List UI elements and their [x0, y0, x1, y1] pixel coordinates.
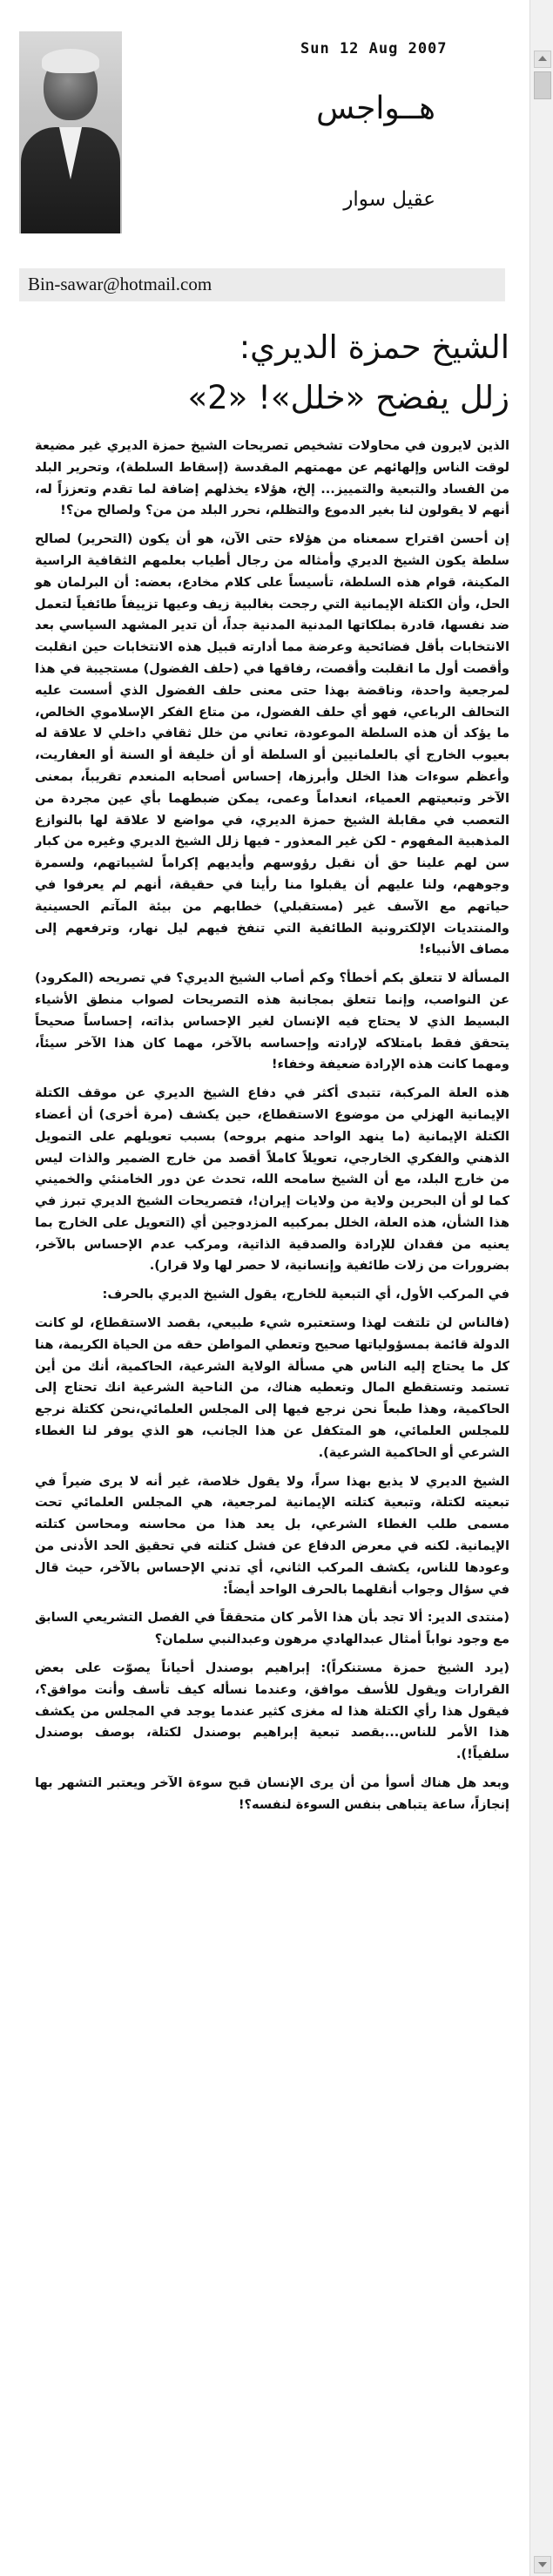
article-paragraph: في المركب الأول، أي التبعية للخارج، يقول الشيخ الديري بالحرف: [102, 1287, 509, 1302]
headline-line-2: زلل يفضح «خلل»! «2» [187, 379, 509, 416]
scroll-up-arrow-icon[interactable] [534, 51, 551, 68]
publication-date: Sun 12 Aug 2007 [300, 40, 448, 57]
scroll-down-arrow-icon[interactable] [534, 2556, 551, 2573]
article-body [35, 436, 509, 1823]
vertical-scrollbar[interactable] [529, 0, 553, 2576]
article-paragraph: هذه العلة المركبة، تتبدى أكثر في دفاع الشيخ الديري عن موقف الكتلة الإيمانية الهزلي من موضوع الاستقطاع، حين يكشف (مرة أخرى) أن أعضاء الكتلة الإيمانية (ما ينهد الواحد منهم بروحه) بسبب تعويلهم على التمويل الذهني والفكري الخارجي، تعويلاً كاملاً أقصد من خارج الضمير والذات ليس من خارج البلد، مع أن الشيخ سامحه الله، تحدث عن دور الخامنئي والخميني كما لو أن البحرين ولاية من ولايات إيران!، فتصريحات الشيخ الديري تبرز في هذا الشأن، هذه العلة، الخلل بمركبيه المزدوجين أي (التعويل على الخارج بما يعنيه من فقدان للإرادة والصدقية الذاتية، ومركب عدم الإحساس بالآخر، بضرورات من زلات طائفية وإنسانية، لا حصر لها ولا قرار). [35, 1085, 509, 1274]
author-name: عقيل سوار [343, 188, 435, 211]
article-paragraph: الشيخ الديري لا يذيع بهذا سراً، ولا يقول خلاصة، غير أنه لا يرى ضيراً في تبعيته لكتلة، وتبعية كتلته الإيمانية لمرجعية، هي المجلس العلمائي تحت مسمى طلب الغطاء الشرعي، بل يعد هذا من محاسنه ومحاسن كتلته الإيمانية. لكنه في معرض الدفاع عن فشل كتلته في تحقيق الحد الأدنى من وعودها للناس، يكشف المركب الثاني، أي تدني الإحساس بالآخر، حيث قال في سؤال وجواب أنقلهما بالحرف الواحد أيضاً: [35, 1473, 509, 1597]
article-paragraph: المسألة لا تتعلق بكم أخطأ؟ وكم أصاب الشيخ الديري؟ في تصريحه (المكرود) عن النواصب، وإنما تتعلق بمجانبة هذه التصريحات لصواب منطق الأشياء البسيط الذي لا يحتاج فيه الإنسان لغير الإحساس بذاته، إحساساً صحيحاً يتحقق فقط بامتلاكه لإرادته وإحساسه بالآخر، مهما كان هذا الآخر سيئاً، ومهما كانت هذه الإرادة ضعيفة وخفاء! [35, 970, 509, 1072]
article-paragraph: (يرد الشيخ حمزة مستنكراً): إبراهيم بوصندل أحياناً يصوّت على بعض القرارات ويقول للأسف موافق، وعندما نسأله كيف تأسف وأنت موافق؟، فيقول هذا رأي الكتلة هذا له مغزى كثير عندما يوجد في المجلس من يكشف هذا الأمر للناس...بقصد تبعية إبراهيم بوصندل لكتلة، بوصف بوصندل سلفياً!). [35, 1660, 509, 1762]
email-bar [19, 268, 505, 301]
article-headline [35, 322, 509, 423]
article-paragraph: (فالناس لن تلتفت لهذا وستعتبره شيء طبيعي، بقصد الاستقطاع، لو كانت الدولة قائمة بمسؤولياتها صحيح وتعطي المواطن حقه من الحياة الكريمة، هنا كل ما يحتاج إليه الناس هي مسألة الولاية الشرعية، الحاكمية، أنك من أين تستمد وتستقطع المال وتعطيه هناك، من الناحية الشرعية انك تحتاج إلى الحاكمية، وهذا طبعاً نحن نرجع فيها إلى المجلس العلمائي،نحن ككتلة نرجع للمجلس العلمائي، هو المتكفل عن هذا الجانب، هو الذي يوفر لنا الغطاء الشرعي أو الحاكمية الشرعية). [35, 1315, 509, 1460]
article-paragraph: الذين لايرون في محاولات تشخيص تصريحات الشيخ حمزة الديري غير مضيعة لوقت الناس وإلهائهم عن مهمتهم المقدسة (إسقاط السلطة)، وتحرير البلد من الفساد والتبعية والتمييز... إلخ، هؤلاء يخذلهم إضافة لما تقدم وتعززاً له، أنهم لا يقولون لنا بغير الدموع والتظلم، نحرر البلد من من؟ ولصالح من؟! [35, 438, 509, 518]
column-title: هــواجس [316, 91, 435, 126]
scroll-thumb[interactable] [534, 71, 551, 99]
headline-line-1: الشيخ حمزة الديري: [239, 328, 509, 366]
article-paragraph: إن أحسن اقتراح سمعناه من هؤلاء حتى الآن، هو أن يكون (التحرير) لصالح سلطة يكون الشيخ الديري وأمثاله من رجال أطياب بعلمهم الثقافية الراسية المكينة، قوام هذه السلطة، تأسيساً على كلام مخادع، بعضه: أن البرلمان هو الحل، وأن الكتلة الإيمانية التي رجحت بغالبية زيف وعيها تزييفاً طائفياً لتعمل ضد نفسها، قادرة بملكاتها المدنية المدنية جداً، أن تدير المشهد السياسي بعد الانتخابات بأقل فضائحية وعرضة مما أدارته قبيل هذه الانتخابات حين انقلبت وأقصت أول ما انقلبت وأقصت، رفاقها في (حلف الفضول) مستجيبة في هذا لمرجعية واحدة، وناقضة بهذا حتى معنى حلف الفضول الذي أسست عليه التحالف الرباعي، فهو أي حلف الفضول، من متاع الفكر الإسلاموي الخالص، ما يؤكد أن هذه السلطة الموعودة، تعاني من خلل ثقافي داخلي لا علاقة له بعيوب الخارج أي بالعلمانيين أو السلطة أو أن خليفة أو السنة أو العفاريت، وأعظم سوءات هذا الخلل وأبرزها، إحساس أصحابه المنعدم تقريباً، بمعنى الآخر وتبعيتهم العمياء، انعداماً وعمى، يمكن ضبطهما بأي عين مجردة من التعصب في مقابلة الشيخ حمزة الديري، في مواضع لا علاقة لها بالنوازع المذهبية المفهوم - لكن غير المعذور - فيها زلل الشيخ الديري وغيره من كبار سن لهم علينا حق أن نقبل رؤوسهم وأيديهم إكراماً لشيباتهم، ولسمرة وجوههم، ولنا عليهم أن يقبلوا منا رأينا في حقيقة، أنهم لم يعرفوا في حياتهم مع الآسف غير (مستقبلي) خطابهم من بيئة المآتم الحسينية والمنتديات الإلكترونية الطائفية التي تنفخ فيهم ليل نهار، وترفعهم إلى مصاف الأنبياء! [35, 531, 509, 957]
author-photo [19, 31, 122, 233]
author-email-link[interactable]: Bin-sawar@hotmail.com [28, 274, 212, 294]
article-paragraph: وبعد هل هناك أسوأ من أن يرى الإنسان قبح سوءة الآخر ويعتبر التشهر بها إنجازاً، ساعة يتباهى بنفس السوءة لنفسه؟! [35, 1775, 509, 1812]
article-paragraph: (منتدى الدير: ألا تجد بأن هذا الأمر كان متحققاً في الفصل التشريعي السابق مع وجود نواباً أمثال عبدالهادي مرهون وعبدالنبي سلمان؟ [35, 1610, 509, 1647]
